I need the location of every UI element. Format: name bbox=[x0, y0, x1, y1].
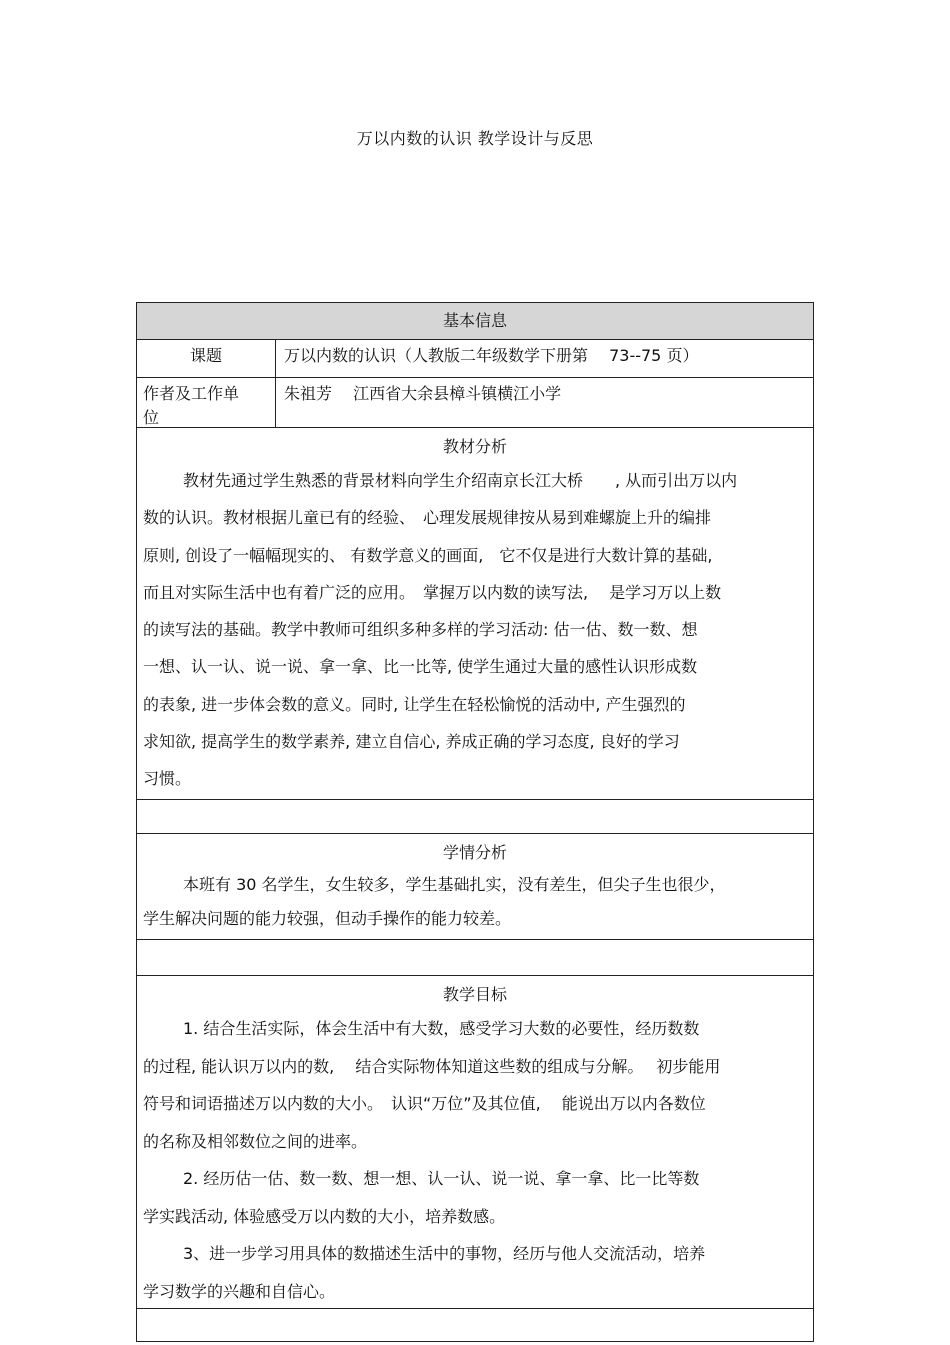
teaching-goals-section bbox=[137, 975, 813, 1308]
paragraph-line: 的表象, 进一步体会数的意义。同时, 让学生在轻松愉悦的活动中, 产生强烈的 bbox=[143, 694, 686, 714]
paragraph-line: 本班有 30 名学生，女生较多，学生基础扎实，没有差生，但尖子生也很少， bbox=[183, 875, 726, 894]
blank-row bbox=[137, 939, 813, 975]
topic-label: 课题 bbox=[137, 340, 276, 377]
section-title: 教学目标 bbox=[442, 985, 507, 1004]
paragraph-line: 的读写法的基础。教学中教师可组织多种多样的学习活动: 估一估、数一数、想 bbox=[143, 620, 698, 640]
paragraph-line: 学习数学的兴趣和自信心。 bbox=[143, 1281, 336, 1301]
section-title: 学情分析 bbox=[442, 843, 507, 862]
paragraph-line: 求知欲, 提高学生的数学素养, 建立自信心, 养成正确的学习态度, 良好的学习 bbox=[143, 732, 680, 752]
paragraph-line: 习惯。 bbox=[143, 769, 192, 789]
blank-row bbox=[137, 1308, 813, 1341]
basic-info-table bbox=[136, 302, 814, 1342]
paragraph-line: 2. 经历估一估、数一数、想一想、认一认、说一说、拿一拿、比一比等数 bbox=[183, 1169, 700, 1188]
document-title: 万以内数的认识 教学设计与反思 bbox=[356, 129, 594, 148]
topic-row bbox=[137, 339, 813, 377]
paragraph-line: 的过程, 能认识万以内的数, 结合实际物体知道这些数的组成与分解。 初步能用 bbox=[143, 1056, 721, 1076]
paragraph-line: 而且对实际生活中也有着广泛的应用。 掌握万以内数的读写法, 是学习万以上数 bbox=[143, 582, 722, 602]
paragraph-line: 学实践活动, 体验感受万以内数的大小，培养数感。 bbox=[143, 1206, 506, 1226]
topic-value: 万以内数的认识（人教版二年级数学下册第 73--75 页） bbox=[284, 346, 699, 365]
learner-analysis-section bbox=[137, 833, 813, 939]
paragraph-line: 教材先通过学生熟悉的背景材料向学生介绍南京长江大桥 , 从而引出万以内 bbox=[183, 471, 738, 490]
paragraph-line: 原则, 创设了一幅幅现实的、 有数学意义的画面, 它不仅是进行大数计算的基础, bbox=[143, 545, 713, 565]
paragraph-line: 数的认识。教材根据儿童已有的经验、 心理发展规律按从易到难螺旋上升的编排 bbox=[143, 508, 712, 528]
paragraph-line: 3、进一步学习用具体的数描述生活中的事物，经历与他人交流活动，培养 bbox=[183, 1244, 706, 1263]
author-label-line: 作者及工作单 bbox=[143, 384, 240, 403]
paragraph-line: 1. 结合生活实际，体会生活中有大数，感受学习大数的必要性，经历数数 bbox=[183, 1019, 700, 1038]
author-label-line: 位 bbox=[143, 408, 160, 427]
table-header: 基本信息 bbox=[137, 303, 813, 339]
paragraph-line: 学生解决问题的能力较强，但动手操作的能力较差。 bbox=[143, 909, 512, 928]
section-title: 教材分析 bbox=[442, 437, 507, 456]
author-label bbox=[137, 378, 276, 427]
paragraph-line: 一想、认一认、说一说、拿一拿、比一比等, 使学生通过大量的感性认识形成数 bbox=[143, 657, 698, 677]
author-value: 朱祖芳 江西省大余县樟斗镇横江小学 bbox=[284, 384, 562, 403]
textbook-analysis-section bbox=[137, 427, 813, 799]
paragraph-line: 的名称及相邻数位之间的进率。 bbox=[143, 1131, 368, 1151]
paragraph-line: 符号和词语描述万以内数的大小。 认识“万位”及其位值, 能说出万以内各数位 bbox=[143, 1094, 706, 1113]
author-row bbox=[137, 377, 813, 427]
blank-row bbox=[137, 799, 813, 833]
